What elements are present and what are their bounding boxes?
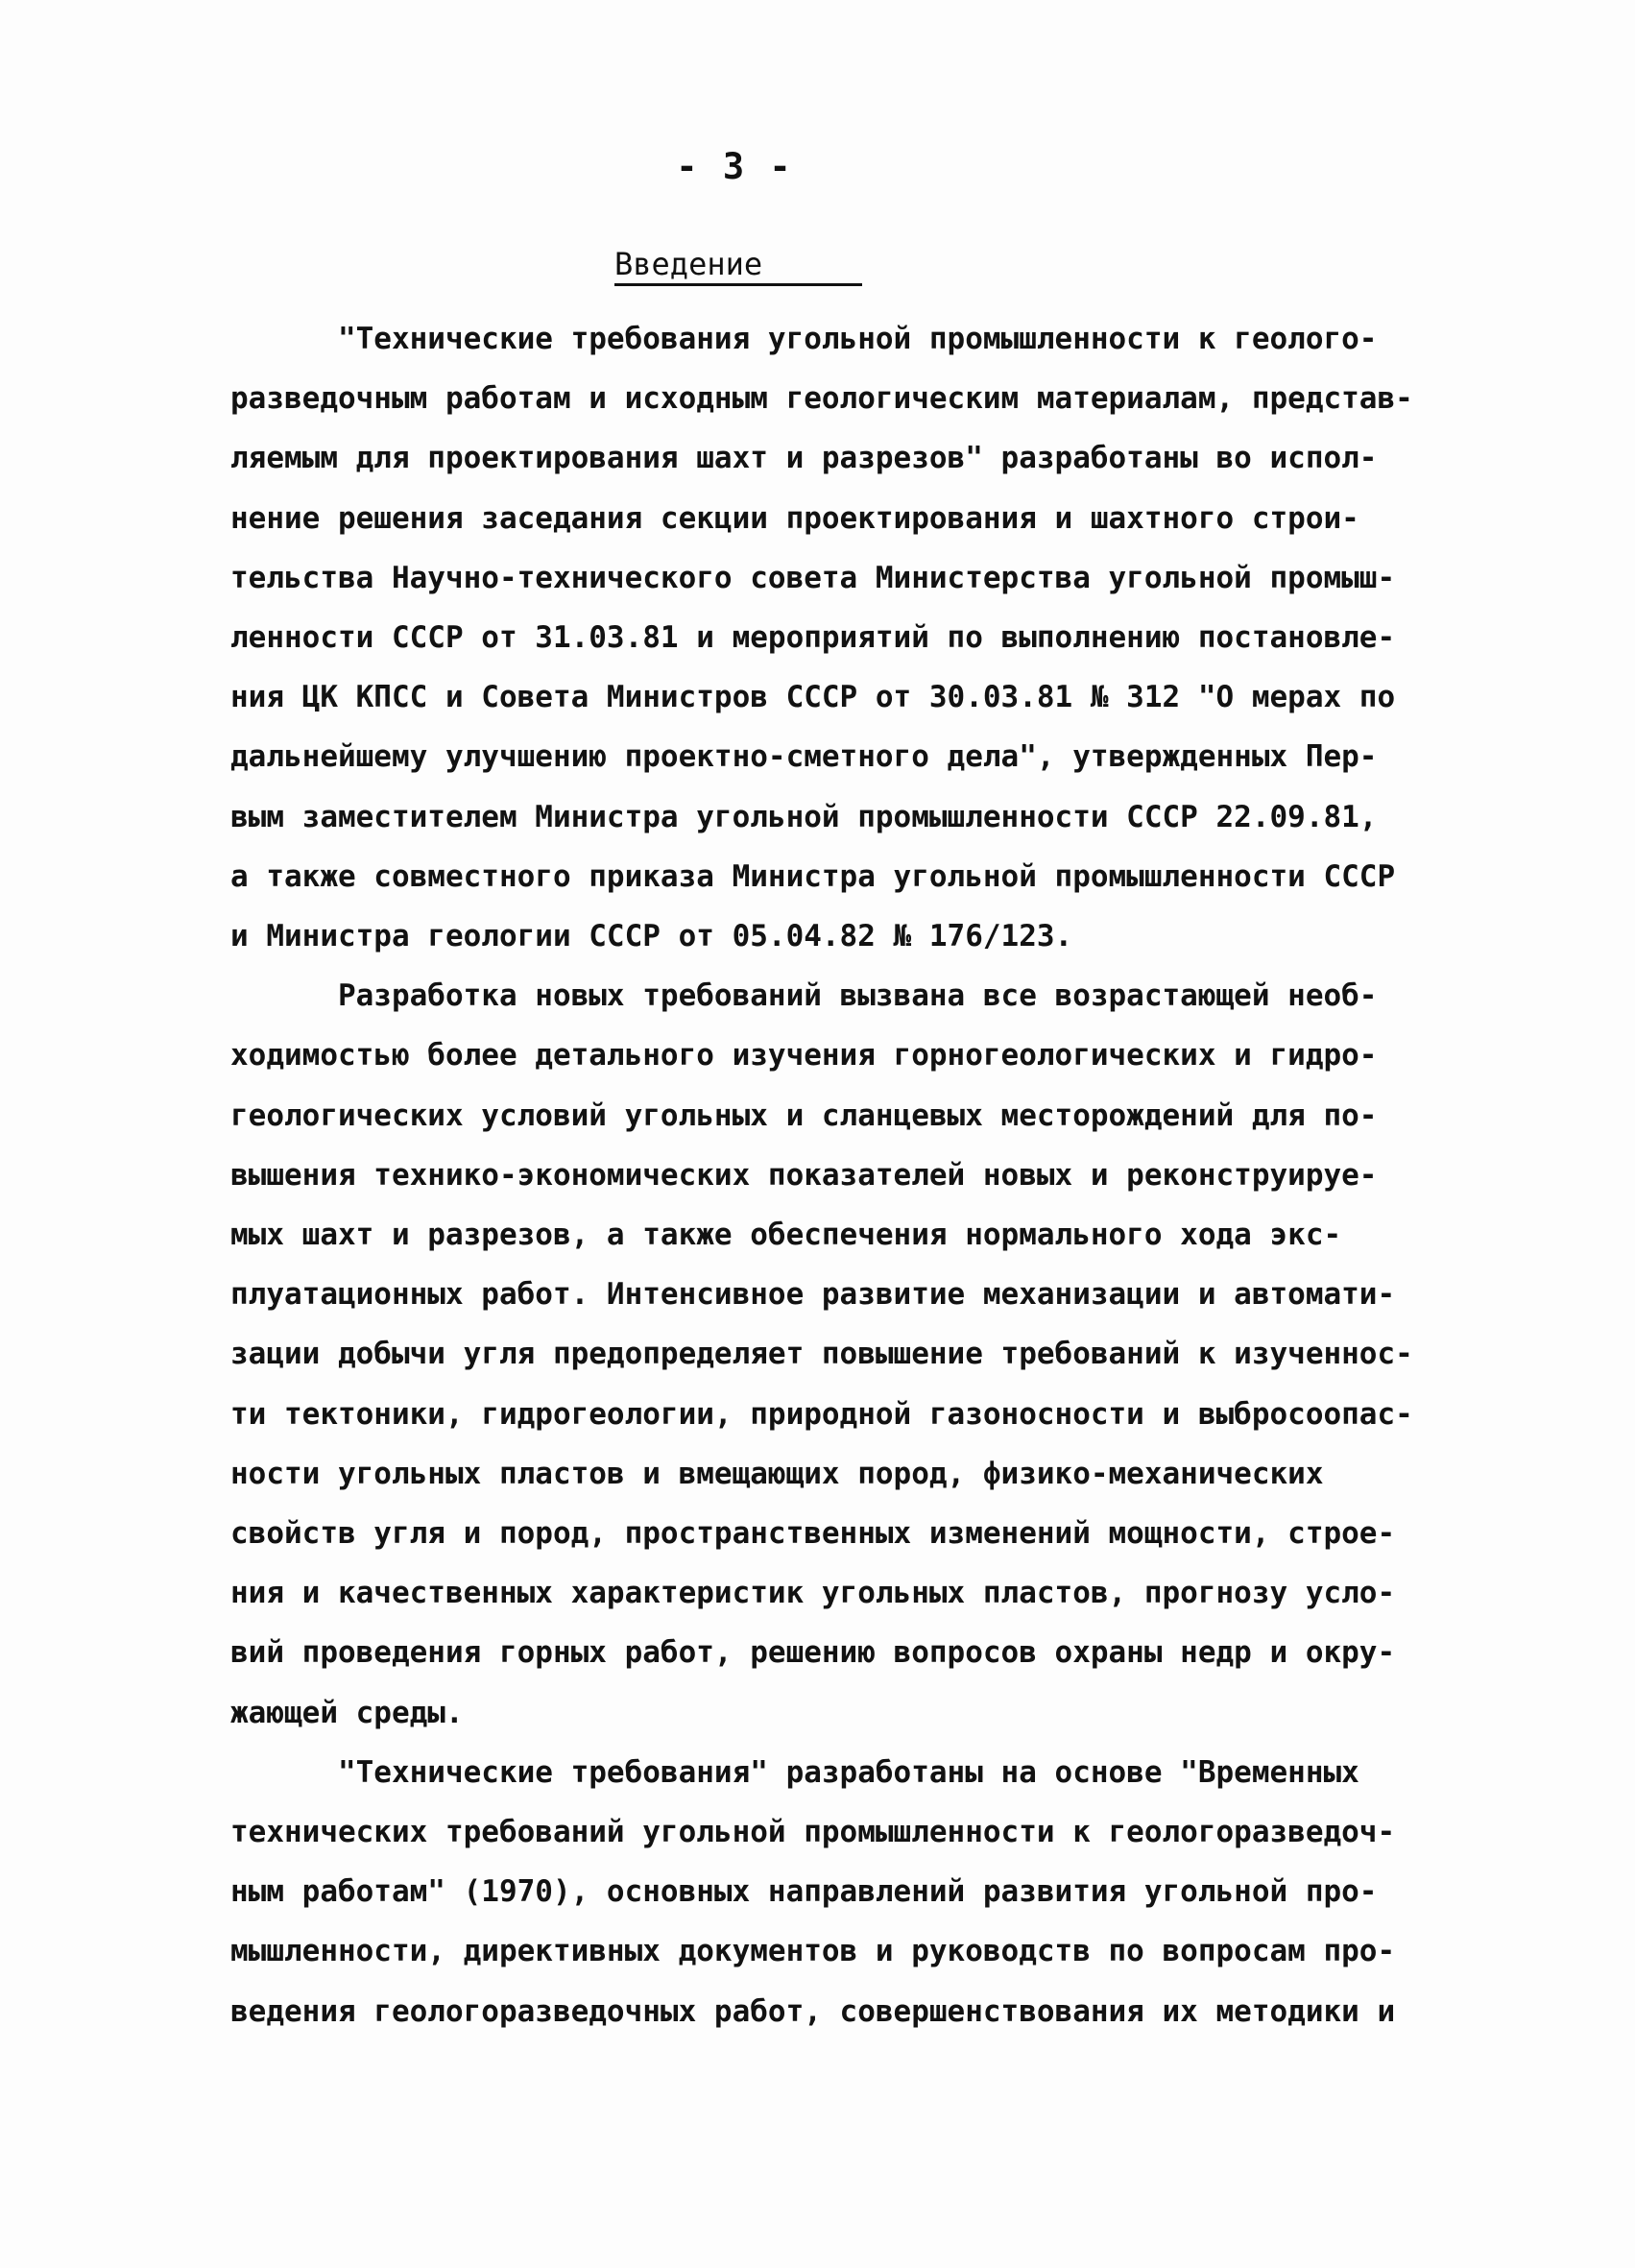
text-line: дальнейшему улучшению проектно-сметного дела", утвержденных Пер- <box>230 739 1378 774</box>
text-line: зации добычи угля предопределяет повышение требований к изученнос- <box>230 1337 1413 1371</box>
text-line: ти тектоники, гидрогеологии, природной газоносности и выбросоопас- <box>230 1397 1413 1432</box>
text-line: ходимостью более детального изучения горногеологических и гидро- <box>230 1038 1378 1073</box>
text-line: вым заместителем Министра угольной промышленности СССР 22.09.81, <box>230 800 1378 834</box>
text-line: свойств угля и пород, пространственных изменений мощности, строе- <box>230 1516 1396 1551</box>
text-line: ным работам" (1970), основных направлений развития угольной про- <box>230 1874 1378 1909</box>
text-line: технических требований угольной промышленности к геологоразведоч- <box>230 1815 1396 1849</box>
text-line: "Технические требования угольной промышленности к геолого- <box>230 322 1378 356</box>
text-line: вий проведения горных работ, решению вопросов охраны недр и окру- <box>230 1635 1396 1670</box>
heading-underline <box>614 283 862 286</box>
text-line: ности угольных пластов и вмещающих пород, физико-механических <box>230 1457 1324 1491</box>
text-line: геологических условий угольных и сланцевых месторождений для по- <box>230 1098 1378 1133</box>
text-line: ния и качественных характеристик угольных пластов, прогнозу усло- <box>230 1576 1396 1610</box>
text-line: ния ЦК КПСС и Совета Министров СССР от 30.03.81 № 312 "О мерах по <box>230 680 1396 714</box>
text-line: ленности СССР от 31.03.81 и мероприятий по выполнению постановле- <box>230 620 1396 655</box>
text-line: тельства Научно-технического совета Министерства угольной промыш- <box>230 561 1396 595</box>
text-line: жающей среды. <box>230 1696 464 1730</box>
text-line: Разработка новых требований вызвана все возрастающей необ- <box>230 978 1378 1013</box>
text-line: ляемым для проектирования шахт и разрезов" разработаны во испол- <box>230 441 1378 475</box>
text-line: а также совместного приказа Министра угольной промышленности СССР <box>230 859 1396 894</box>
text-line: разведочным работам и исходным геологическим материалам, представ- <box>230 381 1413 416</box>
text-line: плуатационных работ. Интенсивное развитие механизации и автомати- <box>230 1277 1396 1312</box>
text-line: нение решения заседания секции проектирования и шахтного строи- <box>230 501 1359 536</box>
section-heading: Введение <box>614 246 763 282</box>
text-line: мых шахт и разрезов, а также обеспечения нормального хода экс- <box>230 1218 1342 1252</box>
page-number: - 3 - <box>676 146 793 187</box>
text-line: "Технические требования" разработаны на основе "Временных <box>230 1755 1359 1790</box>
text-line: ведения геологоразведочных работ, совершенствования их методики и <box>230 1994 1396 2029</box>
text-line: мышленности, директивных документов и руководств по вопросам про- <box>230 1934 1396 1968</box>
text-line: вышения технико-экономических показателей новых и реконструируе- <box>230 1158 1378 1193</box>
text-line: и Министра геологии СССР от 05.04.82 № 176/123. <box>230 919 1073 953</box>
